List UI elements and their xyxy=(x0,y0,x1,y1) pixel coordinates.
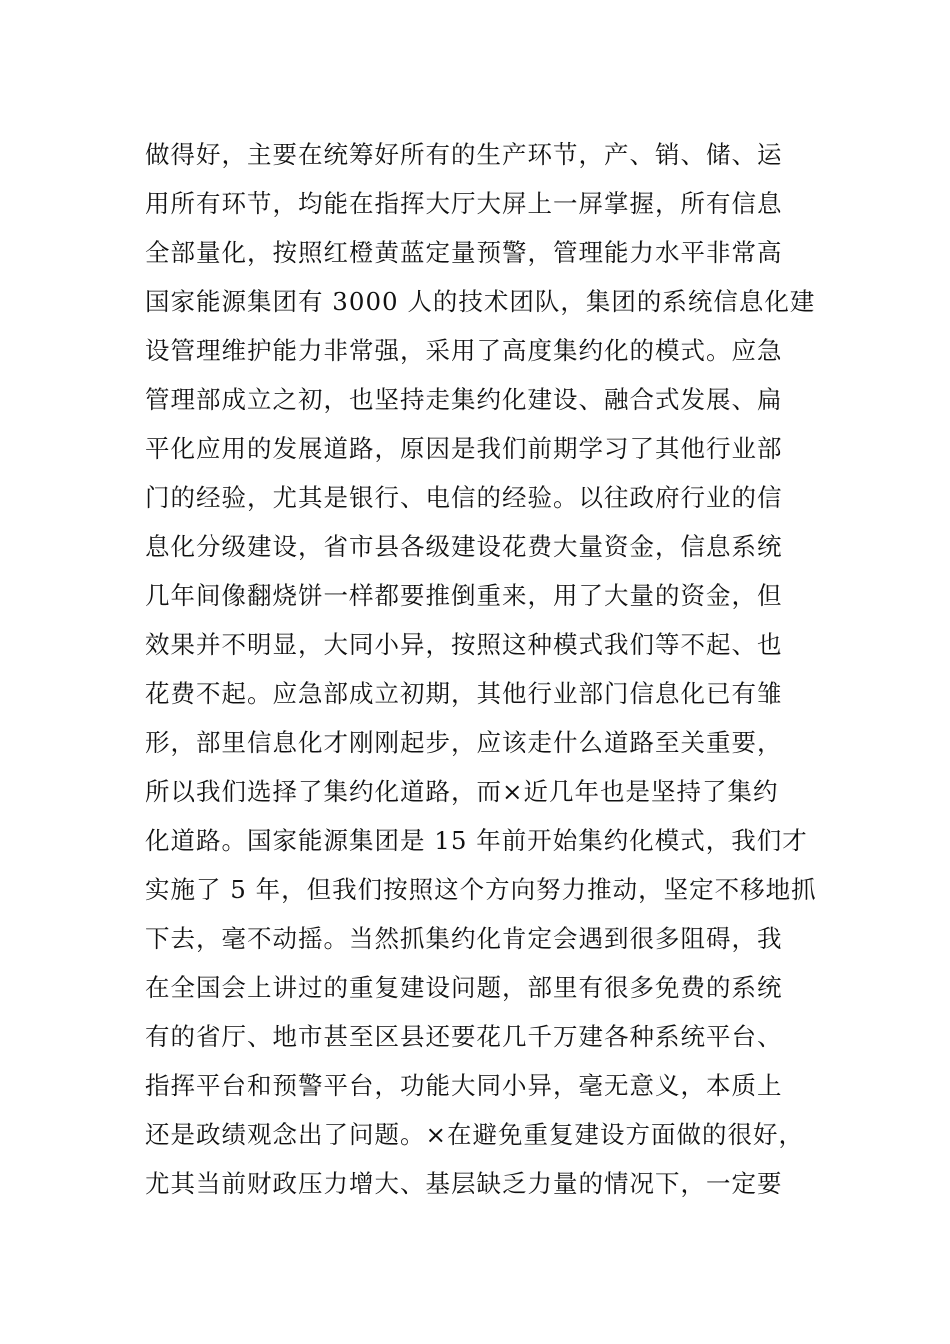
text-line: 有的省厅、地市甚至区县还要花几千万建各种系统平台、 xyxy=(145,1022,783,1051)
text-line: 指挥平台和预警平台，功能大同小异，毫无意义，本质上 xyxy=(145,1071,783,1100)
text-line: 国家能源集团有 3000 人的技术团队，集团的系统信息化建 xyxy=(145,287,816,316)
text-line: 平化应用的发展道路，原因是我们前期学习了其他行业部 xyxy=(145,434,783,463)
text-line: 化道路。国家能源集团是 15 年前开始集约化模式，我们才 xyxy=(145,826,808,855)
text-line: 设管理维护能力非常强，采用了高度集约化的模式。应急 xyxy=(145,336,783,365)
text-line: 形，部里信息化才刚刚起步，应该走什么道路至关重要， xyxy=(145,728,783,757)
text-line: 下去，毫不动摇。当然抓集约化肯定会遇到很多阻碍，我 xyxy=(145,924,783,953)
text-line: 门的经验，尤其是银行、电信的经验。以往政府行业的信 xyxy=(145,483,783,512)
text-line: 效果并不明显，大同小异，按照这种模式我们等不起、也 xyxy=(145,630,783,659)
text-line: 在全国会上讲过的重复建设问题，部里有很多免费的系统 xyxy=(145,973,783,1002)
text-line: 尤其当前财政压力增大、基层缺乏力量的情况下，一定要 xyxy=(145,1169,783,1198)
body-text xyxy=(145,130,835,1208)
text-line: 还是政绩观念出了问题。×在避免重复建设方面做的很好， xyxy=(145,1120,805,1149)
text-line: 几年间像翻烧饼一样都要推倒重来，用了大量的资金，但 xyxy=(145,581,783,610)
text-line: 用所有环节，均能在指挥大厅大屏上一屏掌握，所有信息 xyxy=(145,189,783,218)
text-line: 花费不起。应急部成立初期，其他行业部门信息化已有雏 xyxy=(145,679,783,708)
text-line: 做得好，主要在统筹好所有的生产环节，产、销、储、运 xyxy=(145,140,783,169)
text-line: 实施了 5 年，但我们按照这个方向努力推动，坚定不移地抓 xyxy=(145,875,817,904)
text-line: 全部量化，按照红橙黄蓝定量预警，管理能力水平非常高 xyxy=(145,238,783,267)
text-line: 息化分级建设，省市县各级建设花费大量资金，信息系统 xyxy=(145,532,783,561)
text-line: 管理部成立之初，也坚持走集约化建设、融合式发展、扁 xyxy=(145,385,783,414)
text-line: 所以我们选择了集约化道路，而×近几年也是坚持了集约 xyxy=(145,777,779,806)
